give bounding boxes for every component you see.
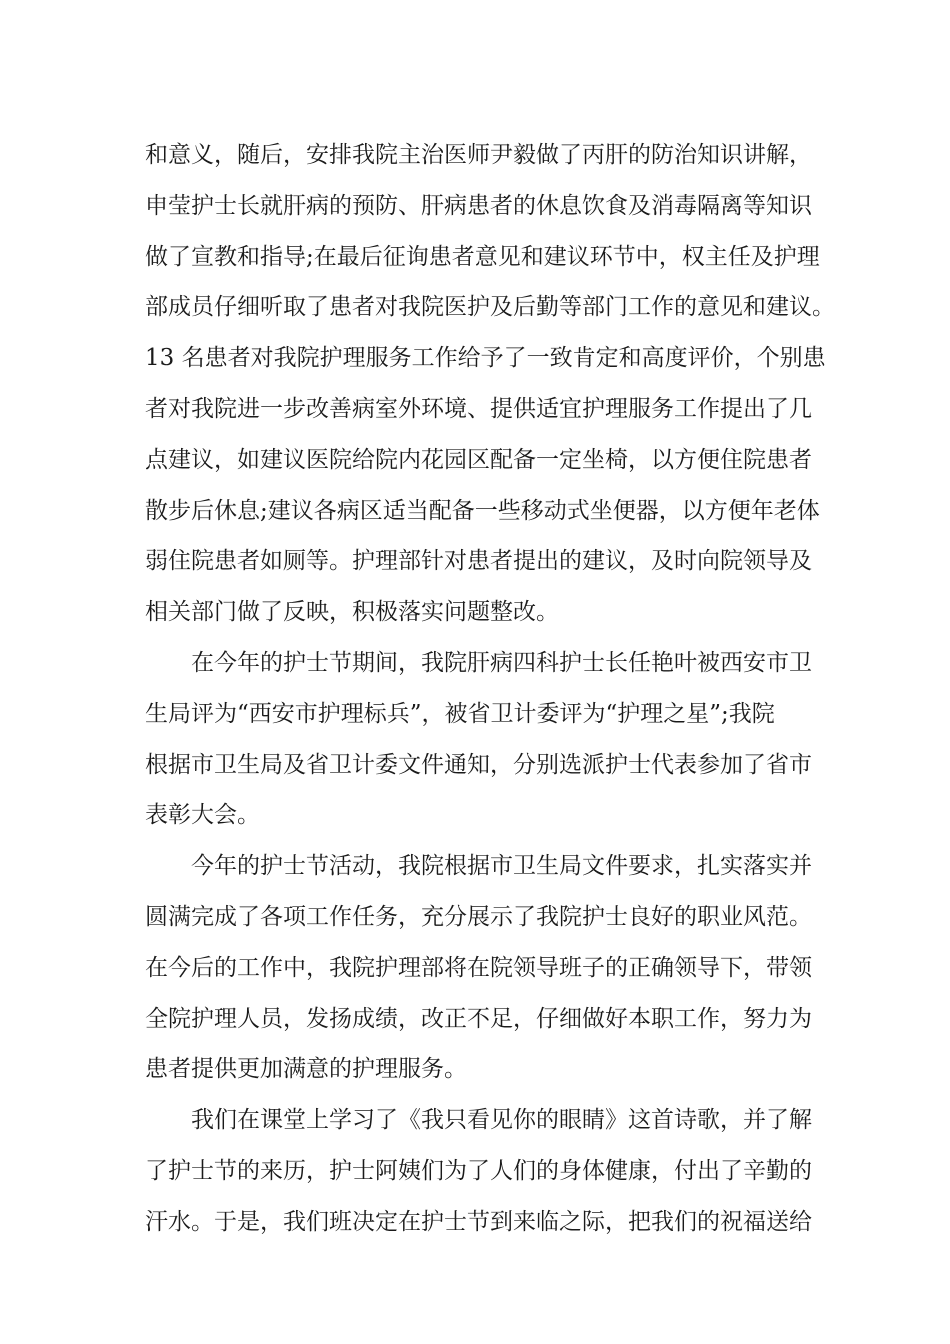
text-line: 做了宣教和指导;在最后征询患者意见和建议环节中，权主任及护理 bbox=[145, 243, 820, 270]
text-line: 13 名患者对我院护理服务工作给予了一致肯定和高度评价，个别患 bbox=[145, 345, 826, 372]
text-line: 了护士节的来历，护士阿姨们为了人们的身体健康，付出了辛勤的 bbox=[145, 1157, 812, 1184]
text-line: 散步后休息;建议各病区适当配备一些移动式坐便器，以方便年老体 bbox=[145, 497, 820, 524]
text-line: 点建议，如建议医院给院内花园区配备一定坐椅，以方便住院患者 bbox=[145, 446, 812, 473]
text-line: 圆满完成了各项工作任务，充分展示了我院护士良好的职业风范。 bbox=[145, 903, 812, 930]
text-line: 部成员仔细听取了患者对我院医护及后勤等部门工作的意见和建议。 bbox=[145, 294, 835, 321]
text-line: 者对我院进一步改善病室外环境、提供适宜护理服务工作提出了几 bbox=[145, 395, 812, 422]
text-line: 和意义，随后，安排我院主治医师尹毅做了丙肝的防治知识讲解， bbox=[145, 142, 812, 168]
paragraph-first-line: 在今年的护士节期间，我院肝病四科护士长任艳叶被西安市卫 bbox=[191, 649, 812, 676]
text-line: 表彰大会。 bbox=[145, 802, 260, 829]
text-line: 相关部门做了反映，积极落实问题整改。 bbox=[145, 599, 559, 626]
text-line: 根据市卫生局及省卫计委文件通知，分别选派护士代表参加了省市 bbox=[145, 751, 812, 778]
text-line: 弱住院患者如厕等。护理部针对患者提出的建议，及时向院领导及 bbox=[145, 548, 812, 575]
text-line: 汗水。于是，我们班决定在护士节到来临之际，把我们的祝福送给 bbox=[145, 1208, 812, 1235]
paragraph-first-line: 今年的护士节活动，我院根据市卫生局文件要求，扎实落实并 bbox=[191, 853, 812, 880]
paragraph-first-line: 我们在课堂上学习了《我只看见你的眼睛》这首诗歌，并了解 bbox=[191, 1107, 812, 1134]
document-body bbox=[145, 130, 835, 1248]
text-line: 全院护理人员，发扬成绩，改正不足，仔细做好本职工作，努力为 bbox=[145, 1005, 812, 1032]
text-line: 申莹护士长就肝病的预防、肝病患者的休息饮食及消毒隔离等知识 bbox=[145, 192, 812, 219]
text-line: 在今后的工作中，我院护理部将在院领导班子的正确领导下，带领 bbox=[145, 954, 812, 981]
text-line: 生局评为“西安市护理标兵”，被省卫计委评为“护理之星”;我院 bbox=[145, 700, 775, 727]
text-line: 患者提供更加满意的护理服务。 bbox=[145, 1056, 467, 1083]
